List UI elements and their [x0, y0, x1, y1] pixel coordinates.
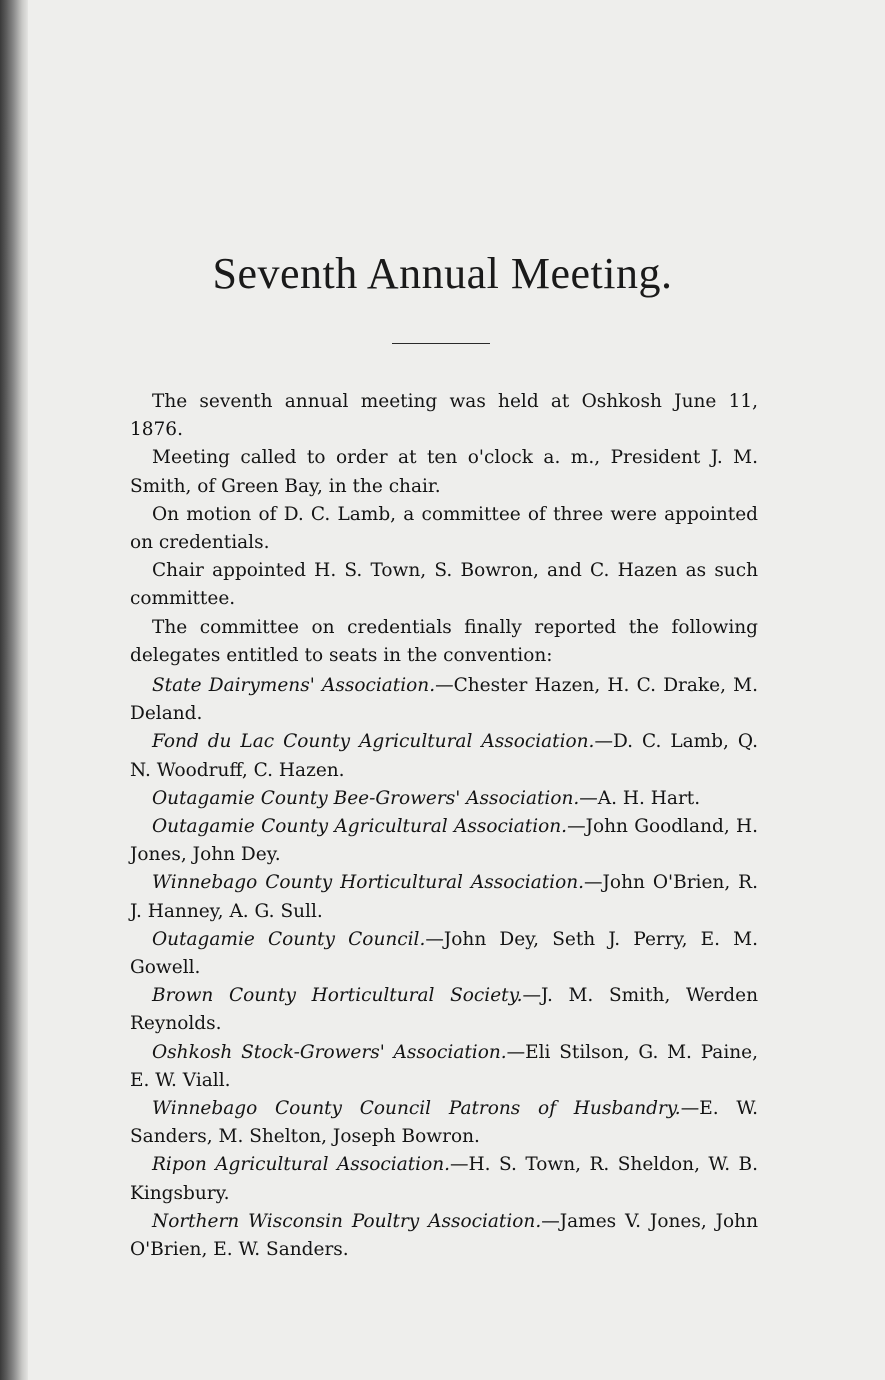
paragraph: The committee on credentials finally reported the following delegates entitled to seats in the convention:: [130, 616, 758, 666]
organization-name: Ripon Agricultural Association.: [152, 1154, 451, 1176]
delegate-names: —Chester Hazen, H. C. Drake, M. Deland.: [130, 675, 758, 725]
organization-name: Winnebago County Horticultural Association.: [152, 872, 585, 894]
page-title: Seventh Annual Meeting.: [212, 249, 673, 298]
organization-name: Brown County Horticultural Society.: [152, 985, 523, 1007]
delegation-entry: [130, 869, 758, 925]
organization-name: Fond du Lac County Agricultural Association.: [152, 731, 595, 753]
delegate-names: —D. C. Lamb, Q. N. Woodruff, C. Hazen.: [130, 731, 759, 781]
delegation-entry: [130, 728, 758, 784]
delegate-names: —Eli Stilson, G. M. Paine, E. W. Viall.: [130, 1041, 758, 1091]
organization-name: Oshkosh Stock-Growers' Association.: [152, 1041, 507, 1063]
delegate-names: —James V. Jones, John O'Brien, E. W. Sanders.: [130, 1210, 758, 1261]
organization-name: Outagamie County Agricultural Association.: [152, 816, 568, 838]
paragraph: On motion of D. C. Lamb, a committee of three were appointed on credentials.: [130, 503, 758, 554]
delegate-names: —John O'Brien, R. J. Hanney, A. G. Sull.: [130, 872, 758, 922]
title-divider: [392, 343, 490, 344]
delegation-entry: [130, 672, 758, 728]
delegate-names: —A. H. Hart.: [579, 787, 701, 809]
meeting-minutes: [130, 388, 758, 1264]
delegate-names: —John Dey, Seth J. Perry, E. M. Gowell.: [130, 928, 758, 979]
paragraph: Meeting called to order at ten o'clock a. m., President J. M. Smith, of Green Bay, in the chair.: [130, 447, 758, 497]
paragraph: Chair appointed H. S. Town, S. Bowron, and C. Hazen as such committee.: [130, 560, 758, 610]
delegate-names: —John Goodland, H. Jones, John Dey.: [130, 816, 759, 866]
delegation-entry: [130, 813, 758, 869]
delegation-entry: [130, 785, 758, 813]
organization-name: Outagamie County Bee-Growers' Association.: [152, 787, 580, 809]
delegation-entry: [130, 1095, 758, 1151]
organization-name: Outagamie County Council.: [152, 928, 426, 950]
organization-name: Winnebago County Council Patrons of Husbandry.: [152, 1098, 681, 1120]
delegation-entry: [130, 1208, 758, 1264]
organization-name: Northern Wisconsin Poultry Association.: [152, 1210, 542, 1232]
delegate-names: —H. S. Town, R. Sheldon, W. B. Kingsbury.: [130, 1154, 759, 1204]
organization-name: State Dairymens' Association.: [152, 675, 436, 697]
delegation-entry: [130, 982, 758, 1038]
delegation-entry: [130, 926, 758, 982]
delegation-entry: [130, 1039, 758, 1095]
paragraph: The seventh annual meeting was held at Oshkosh June 11, 1876.: [130, 391, 758, 441]
delegate-names: —J. M. Smith, Werden Reynolds.: [130, 985, 758, 1035]
delegate-names: —E. W. Sanders, M. Shelton, Joseph Bowron.: [130, 1098, 758, 1148]
book-spine-edge: [0, 0, 28, 1380]
delegation-entry: [130, 1151, 758, 1207]
